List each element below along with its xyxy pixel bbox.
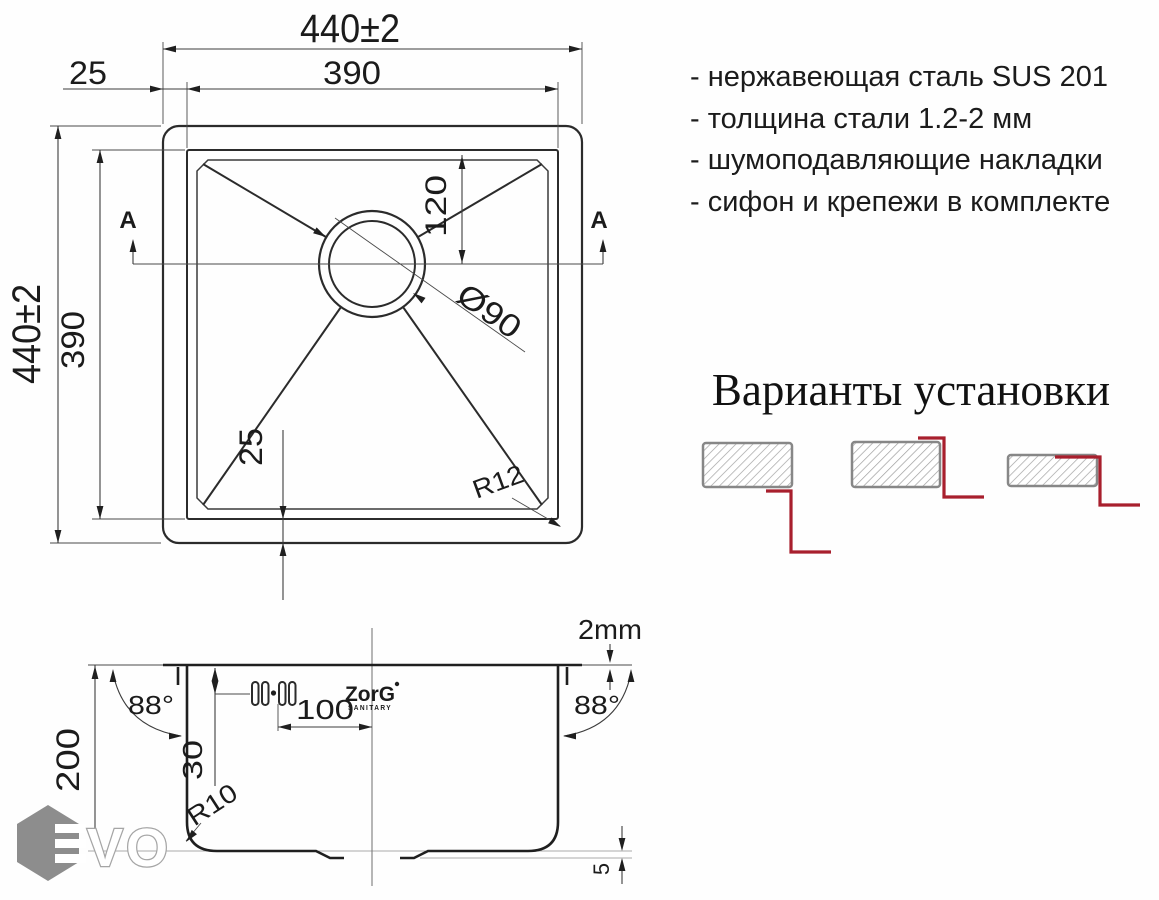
evo-watermark-letters: VO: [87, 818, 172, 878]
dim-wall-angle-left-label: 88°: [128, 690, 174, 720]
dim-rim-bottom-label: 25: [233, 430, 269, 466]
spec-line-1: - нержавеющая сталь SUS 201: [690, 61, 1108, 93]
spec-line-3: - шумоподавляющие накладки: [690, 144, 1103, 176]
spec-line-4: - сифон и крепежи в комплекте: [690, 186, 1111, 218]
dim-overflow-offset-label: 30: [177, 748, 208, 780]
dim-corner-radius-label: R12: [468, 460, 524, 505]
dim-outer-width-label: 440±2: [300, 7, 400, 51]
dim-depth-label: 200: [50, 738, 86, 792]
dim-bottom-radius-label: R10: [181, 780, 238, 832]
countertop-slab-2: [852, 442, 940, 487]
section-marker-a-right: A: [590, 207, 608, 234]
dim-drain-lip: [589, 826, 625, 884]
dim-inner-height-label: 390: [55, 315, 91, 369]
spec-list: [690, 61, 1110, 218]
installation-options: [703, 365, 1140, 552]
zorg-logo-subtitle: SANITARY: [348, 705, 392, 712]
dim-rim-label: 25: [69, 55, 107, 91]
mount-profile-line-1: [766, 491, 831, 552]
dim-inner-height: [55, 150, 185, 519]
dim-drain-diameter: [335, 218, 528, 352]
installation-title: Варианты установки: [711, 365, 1111, 415]
dim-drain-offset: [420, 155, 465, 264]
dim-rim-thickness-label: 2mm: [578, 614, 642, 645]
install-option-topmount: [1008, 455, 1140, 505]
zorg-logo-name: ZorG: [345, 683, 395, 706]
dim-rim-bottom: [233, 428, 286, 600]
evo-watermark: [17, 805, 171, 881]
dim-wall-angle-right: [563, 669, 634, 739]
bowl-right-profile: [400, 665, 558, 858]
dim-inner-width-label: 390: [323, 55, 381, 91]
plan-view: [5, 7, 608, 600]
dim-wall-angle-left: [110, 669, 182, 739]
spec-line-2: - толщина стали 1.2-2 мм: [690, 103, 1033, 135]
install-option-undermount: [703, 443, 831, 552]
section-line-a-a: [119, 207, 607, 264]
countertop-slab-1: [703, 443, 792, 487]
section-marker-a-left: A: [119, 207, 137, 234]
dim-outer-height-label: 440±2: [5, 273, 49, 384]
dim-drain-lip-label: 5: [589, 862, 614, 876]
registered-mark-dot: [395, 682, 399, 686]
dim-drain-offset-label: 120: [420, 186, 453, 237]
dim-overflow-center-label: 100: [296, 694, 354, 725]
install-option-flushmount: [852, 438, 984, 497]
zorg-logo: [345, 682, 399, 712]
dim-inner-width: [63, 55, 558, 148]
overflow-holes-icon: [252, 682, 296, 705]
countertop-slab-3: [1008, 455, 1097, 486]
dim-drain-diameter-label: Ø90: [450, 276, 521, 341]
dim-bottom-radius: [181, 777, 243, 844]
dim-wall-angle-right-label: 88°: [574, 690, 620, 720]
